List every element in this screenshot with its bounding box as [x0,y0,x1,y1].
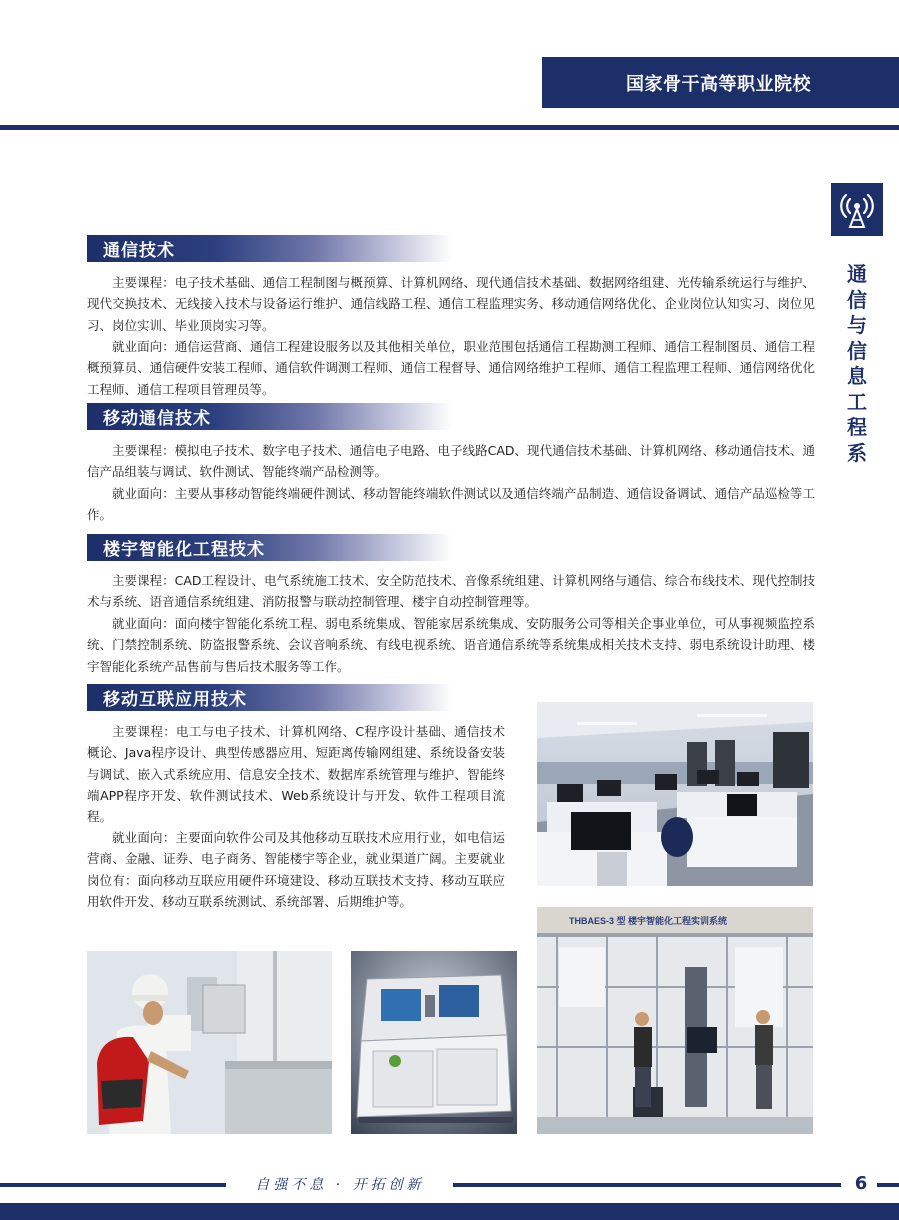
department-char: 系 [847,440,867,465]
section-employment: 就业面向：面向楼宇智能化系统工程、弱电系统集成、智能家居系统集成、安防服务公司等相关企事业单位，可从事视频监控系统、门禁控制系统、防盗报警系统、会议音响系统、有线电视系统、语音通信系统等系统集成相关技术支持、弱电系统设计助理、楼宇智能化系统产品售前与售后技术服务等工作。 [87,616,815,674]
section-employment: 就业面向：主要面向软件公司及其他移动互联技术应用行业，如电信运营商、金融、证券、电子商务、智能楼宇等企业，就业渠道广阔。主要就业岗位有：面向移动互联应用硬件环境建设、移动互联技术支持、移动互联应用软件开发、移动互联系统测试、系统部署、后期维护等。 [87,830,505,909]
section-title-mobile-communication [87,403,452,430]
header-rule [0,125,899,130]
institution-name: 国家骨干高等职业院校 [626,73,811,95]
page-number: 6 [854,1173,868,1194]
department-char: 程 [847,415,867,439]
section-courses: 主要课程：电子技术基础、通信工程制图与概预算、计算机网络、现代通信技术基础、数据网络组建、光传输系统运行与维护、现代交换技术、无线接入技术与设备运行维护、通信线路工程、通信工程监理实务、移动通信网络优化、企业岗位认知实习、岗位见习、岗位实训、毕业顶岗实习等。 [87,275,815,333]
department-title [842,262,872,466]
footer-rule-right [453,1183,841,1187]
section-title-building-intelligence [87,534,452,561]
footer-rule-left [0,1183,226,1187]
section-employment: 就业面向：主要从事移动智能终端硬件测试、移动智能终端软件测试以及通信终端产品制造、通信设备调试、通信产品巡检等工作。 [87,486,815,523]
department-char: 息 [847,364,867,388]
section-title-text: 楼宇智能化工程技术 [103,540,265,560]
training-system-photo [537,907,813,1134]
section-courses: 主要课程：CAD工程设计、电气系统施工技术、安全防范技术、音像系统组建、计算机网络与通信、综合布线技术、现代控制技术与系统、语音通信系统组建、消防报警与联动控制管理、楼宇自动控制管理等。 [87,573,815,610]
footer-slogan: 自强不息 · 开拓创新 [255,1177,425,1193]
section-title-text: 移动通信技术 [103,409,211,429]
section-title-mobile-internet [87,684,452,711]
section-courses: 主要课程：电工与电子技术、计算机网络、C程序设计基础、通信技术概论、Java程序设计、典型传感器应用、短距离传输网组建、系统设备安装与调试、嵌入式系统应用、信息安全技术、数据库系统管理与维护、智能终端APP程序开发、软件测试技术、Web系统设计与开发、软件工程项目流程。 [87,724,505,825]
kiosk-device-photo [351,951,517,1134]
computer-lab-photo [537,702,813,886]
section-employment: 就业面向：通信运营商、通信工程建设服务以及其他相关单位，职业范围包括通信工程勘测工程师、通信工程制图员、通信工程概预算员、通信硬件安装工程师、通信软件调测工程师、通信工程督导、通信网络维护工程师、通信工程监理工程师、通信网络优化工程师、通信工程项目管理员等。 [87,339,815,397]
department-char: 与 [847,313,867,337]
department-char: 信 [847,287,867,312]
department-char: 通 [847,262,867,286]
section-title-text: 通信技术 [103,241,175,261]
section-courses: 主要课程：模拟电子技术、数字电子技术、通信电子电路、电子线路CAD、现代通信技术基础、计算机网络、移动通信技术、通信产品组装与调试、软件测试、智能终端产品检测等。 [87,443,815,480]
bottom-bar [0,1203,899,1220]
institution-banner [542,57,899,108]
section-title-text: 移动互联应用技术 [103,690,247,710]
department-char: 信 [847,338,867,363]
technician-photo [87,951,332,1134]
section-title-communication [87,235,452,262]
lab-sign-text: THBAES-3 型 楼宇智能化工程实训系统 [569,916,728,926]
antenna-signal-icon [831,183,883,236]
footer-rule-end [877,1183,899,1187]
department-char: 工 [847,389,867,414]
